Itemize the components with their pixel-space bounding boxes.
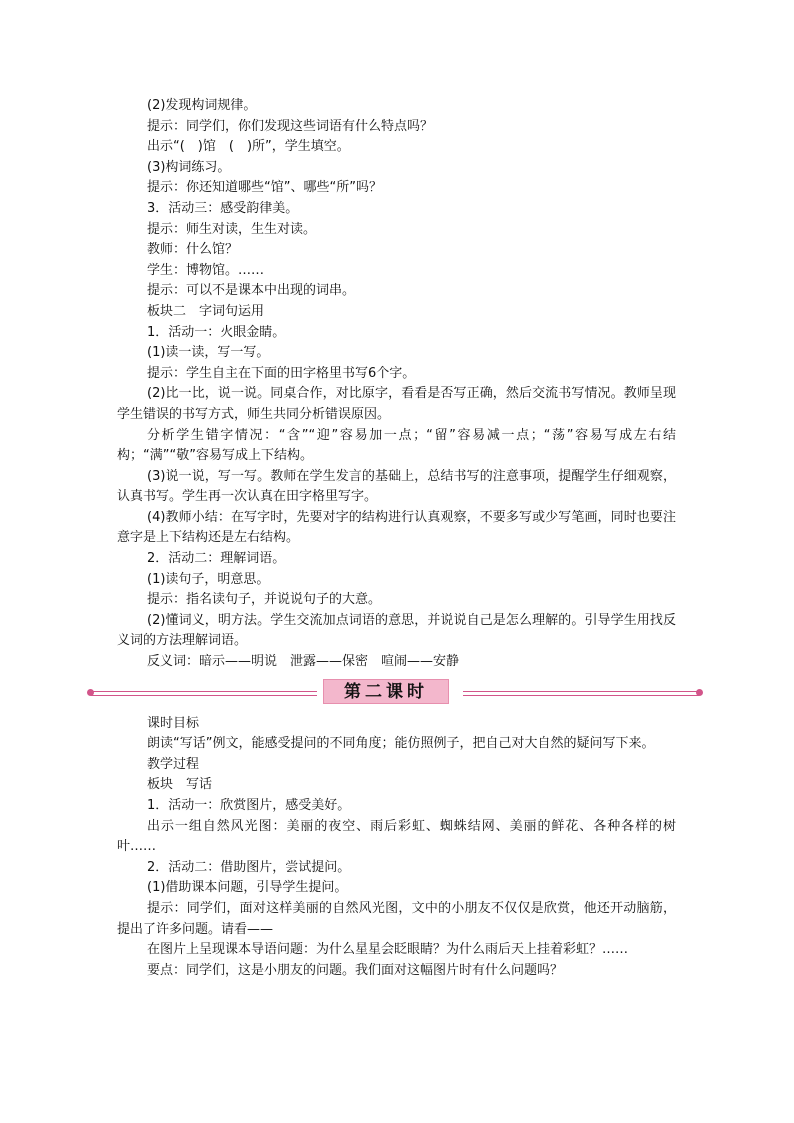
paragraph: (2)比一比，说一说。同桌合作，对比原字，看看是否写正确，然后交流书写情况。教师呈现学生错误的书写方式，师生共同分析错误原因。 [117,386,676,422]
section-divider [87,678,681,706]
text-line: (2)发现构词规律。 [147,98,257,113]
text-line: 提示：师生对读，生生对读。 [147,221,317,237]
divider-rule-left [91,691,317,696]
text-line: 2．活动二：理解词语。 [147,551,286,567]
divider-rule-right [463,691,699,696]
paragraph: 分析学生错字情况：“含”“迎”容易加一点；“留”容易减一点；“荡”容易写成左右结构；“满”“敬”容易写成上下结构。 [117,427,676,464]
section-heading: 板块 写话 [147,777,213,793]
paragraph: 提示：同学们，面对这样美丽的自然风光图，文中的小朋友不仅仅是欣赏，他还开动脑筋，提出了许多问题。请看—— [117,900,676,937]
text-line: 提示：可以不是课本中出现的词串。 [147,283,356,299]
divider-dot-right [696,689,703,696]
text-line: 2．活动二：借助图片，尝试提问。 [147,859,351,875]
text-line: 教师：什么馆？ [147,242,239,258]
text-line: 提示：指名读句子，并说说句子的大意。 [147,592,382,608]
text-line: 提示：你还知道哪些“馆”、哪些“所”吗？ [147,180,382,196]
paragraph: 出示一组自然风光图：美丽的夜空、雨后彩虹、蜘蛛结网、美丽的鲜花、各种各样的树叶…… [117,818,676,855]
paragraph: (4)教师小结：在写字时，先要对字的结构进行认真观察，不要多写或少写笔画，同时也要注意字是上下结构还是左右结构。 [117,509,676,546]
text-line: 1．活动一：火眼金睛。 [147,324,286,340]
text-line: 提示：学生自主在下面的田字格里书写6个字。 [147,365,416,381]
text-line: 在图片上呈现课本导语问题：为什么星星会眨眼睛？为什么雨后天上挂着彩虹？…… [147,942,629,958]
text-line: 学生：博物馆。…… [147,262,265,278]
paragraph: (2)懂词义，明方法。学生交流加点词语的意思，并说说自己是怎么理解的。引导学生用找反义词的方法理解词语。 [117,612,676,649]
text-line: 提示：同学们，你们发现这些词语有什么特点吗？ [147,118,434,134]
lesson-goal-heading: 课时目标 [147,715,200,731]
section-heading: 板块二 字词句运用 [147,303,265,319]
text-line: (3)构词练习。 [147,159,231,175]
lesson-goal-text: 朗读“写话”例文，能感受提问的不同角度；能仿照例子，把自己对大自然的疑问写下来。 [147,736,655,752]
paragraph: (3)说一说，写一写。教师在学生发言的基础上，总结书写的注意事项，提醒学生仔细观察，认真书写。学生再一次认真在田字格里写字。 [117,468,676,505]
text-line: 要点：同学们，这是小朋友的问题。我们面对这幅图片时有什么问题吗？ [147,962,564,978]
text-line: 教学过程 [147,756,200,772]
text-line: (1)读句子，明意思。 [147,571,270,587]
document-page [117,96,676,981]
text-line: (1)读一读，写一写。 [147,345,270,361]
text-line: 出示“( )馆 ( )所”，学生填空。 [147,139,350,155]
antonym-line: 反义词：暗示——明说 泄露——保密 喧闹——安静 [147,654,460,670]
text-line: 1．活动一：欣赏图片，感受美好。 [147,798,351,813]
section-title-badge: 第二课时 [323,679,449,704]
text-line: (1)借助课本问题，引导学生提问。 [147,880,348,896]
text-line: 3．活动三：感受韵律美。 [147,200,299,216]
